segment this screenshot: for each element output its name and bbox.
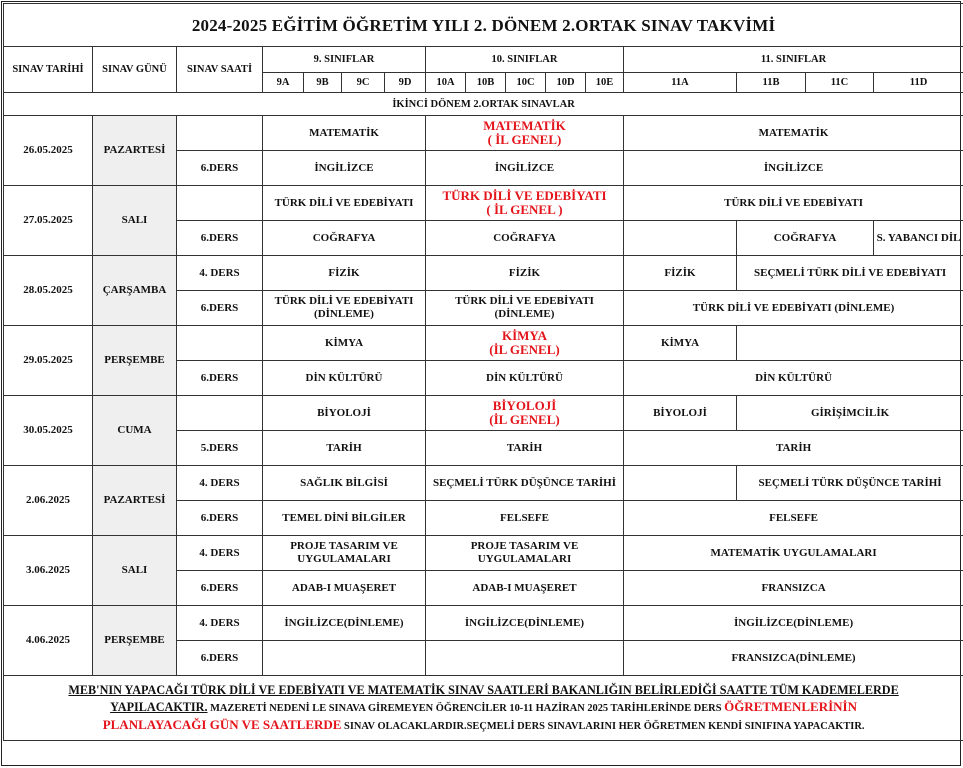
footer-line-3: SINAV OLACAKLARDIR.SEÇMELİ DERS SINAVLARINI HER ÖĞRETMEN KENDİ SINIFINA YAPACAKTIR. (341, 720, 865, 732)
grade9-exam (263, 641, 426, 676)
grade10-exam: İNGİLİZCE (426, 151, 624, 186)
exam-date: 3.06.2025 (4, 536, 93, 606)
grade9-exam: SAĞLIK BİLGİSİ (263, 466, 426, 501)
grade11e-exam: S. YABANCI DİL (874, 221, 963, 256)
exam-date: 28.05.2025 (4, 256, 93, 326)
exam-date: 4.06.2025 (4, 606, 93, 676)
exam-time (177, 186, 263, 221)
grade11-exam: FRANSIZCA(DİNLEME) (624, 641, 963, 676)
grade11-rest-exam: GİRİŞİMCİLİK (737, 396, 963, 431)
il-genel-note: (İL GENEL) (489, 342, 560, 357)
grade9-exam: TEMEL DİNİ BİLGİLER (263, 501, 426, 536)
grade11-exam: MATEMATİK (624, 116, 963, 151)
grade10-exam: SEÇMELİ TÜRK DÜŞÜNCE TARİHİ (426, 466, 624, 501)
grade10-exam (426, 116, 624, 151)
exam-time: 6.DERS (177, 221, 263, 256)
exam-time (177, 326, 263, 361)
grade10-exam (426, 326, 624, 361)
grade9-exam: İNGİLİZCE(DİNLEME) (263, 606, 426, 641)
page-title: 2024-2025 EĞİTİM ÖĞRETİM YILI 2. DÖNEM 2.ORTAK SINAV TAKVİMİ (4, 4, 963, 47)
exam-day: SALI (93, 536, 177, 606)
exam-subject: MATEMATİK (483, 118, 566, 133)
header-grade-10: 10. SINIFLAR (426, 47, 624, 73)
exam-day: ÇARŞAMBA (93, 256, 177, 326)
grade10-exam: İNGİLİZCE(DİNLEME) (426, 606, 624, 641)
exam-schedule-sheet (1, 1, 961, 766)
header-exam-time: SINAV SAATİ (177, 47, 263, 93)
footer-line-2: MAZERETİ NEDENİ LE SINAVA GİREMEYEN ÖĞRENCİLER 10-11 HAZİRAN 2025 TARİHLERİNDE DERS (207, 702, 725, 714)
class-header: 9C (342, 73, 385, 93)
grade10-exam: COĞRAFYA (426, 221, 624, 256)
exam-time: 6.DERS (177, 291, 263, 326)
grade11-empty (624, 221, 737, 256)
class-header: 10B (466, 73, 506, 93)
exam-schedule-table (3, 3, 963, 741)
exam-time: 6.DERS (177, 151, 263, 186)
grade11-exam: FRANSIZCA (624, 571, 963, 606)
footer-note (4, 676, 963, 741)
grade10-exam (426, 396, 624, 431)
class-header: 10C (506, 73, 546, 93)
grade11-cd-exam: COĞRAFYA (737, 221, 874, 256)
grade9-exam: TÜRK DİLİ VE EDEBİYATI (263, 186, 426, 221)
exam-date: 27.05.2025 (4, 186, 93, 256)
class-header: 9A (263, 73, 304, 93)
grade9-exam: MATEMATİK (263, 116, 426, 151)
grade9-exam: ADAB-I MUAŞERET (263, 571, 426, 606)
class-header: 11C (806, 73, 874, 93)
grade10-exam (426, 186, 624, 221)
exam-time: 4. DERS (177, 466, 263, 501)
grade10-exam: TÜRK DİLİ VE EDEBİYATI (DİNLEME) (426, 291, 624, 326)
grade10-exam: PROJE TASARIM VE UYGULAMALARI (426, 536, 624, 571)
grade11a-exam: KİMYA (624, 326, 737, 361)
grade11-empty (624, 466, 737, 501)
grade11-exam: TARİH (624, 431, 963, 466)
grade11-exam: TÜRK DİLİ VE EDEBİYATI (624, 186, 963, 221)
exam-subject: TÜRK DİLİ VE EDEBİYATI (442, 188, 607, 203)
exam-time: 5.DERS (177, 431, 263, 466)
class-header: 11B (737, 73, 806, 93)
grade11-exam: TÜRK DİLİ VE EDEBİYATI (DİNLEME) (624, 291, 963, 326)
class-header: 10D (546, 73, 586, 93)
grade10-exam: DİN KÜLTÜRÜ (426, 361, 624, 396)
class-header: 9D (385, 73, 426, 93)
footer-line-3-red: PLANLAYACAĞI GÜN VE SAATLERDE (102, 716, 342, 732)
class-header: 11A (624, 73, 737, 93)
grade9-exam: BİYOLOJİ (263, 396, 426, 431)
class-header: 9B (304, 73, 342, 93)
grade11-exam: MATEMATİK UYGULAMALARI (624, 536, 963, 571)
exam-day: PAZARTESİ (93, 466, 177, 536)
grade11-rest-exam: SEÇMELİ TÜRK DÜŞÜNCE TARİHİ (737, 466, 963, 501)
header-exam-date: SINAV TARİHİ (4, 47, 93, 93)
exam-time: 4. DERS (177, 606, 263, 641)
exam-time: 4. DERS (177, 256, 263, 291)
class-header: 11D (874, 73, 963, 93)
section-title: İKİNCİ DÖNEM 2.ORTAK SINAVLAR (4, 93, 963, 116)
grade9-exam: PROJE TASARIM VE UYGULAMALARI (263, 536, 426, 571)
grade10-exam: FELSEFE (426, 501, 624, 536)
class-header: 10A (426, 73, 466, 93)
class-header: 10E (586, 73, 624, 93)
exam-time: 6.DERS (177, 641, 263, 676)
exam-date: 2.06.2025 (4, 466, 93, 536)
grade11-exam: İNGİLİZCE (624, 151, 963, 186)
il-genel-note: (İL GENEL) (489, 412, 560, 427)
grade10-exam: ADAB-I MUAŞERET (426, 571, 624, 606)
exam-time: 6.DERS (177, 501, 263, 536)
footer-line-2-red: ÖĞRETMENLERİNİN (724, 698, 857, 714)
il-genel-note: ( İL GENEL ) (486, 202, 563, 217)
grade11-exam: DİN KÜLTÜRÜ (624, 361, 963, 396)
il-genel-note: ( İL GENEL) (487, 132, 562, 147)
exam-day: PERŞEMBE (93, 326, 177, 396)
grade11a-exam: FİZİK (624, 256, 737, 291)
exam-time (177, 116, 263, 151)
grade11-exam: İNGİLİZCE(DİNLEME) (624, 606, 963, 641)
grade11-exam: FELSEFE (624, 501, 963, 536)
grade9-exam: KİMYA (263, 326, 426, 361)
exam-time: 4. DERS (177, 536, 263, 571)
grade9-exam: COĞRAFYA (263, 221, 426, 256)
grade9-exam: DİN KÜLTÜRÜ (263, 361, 426, 396)
exam-date: 29.05.2025 (4, 326, 93, 396)
grade11-empty (737, 326, 963, 361)
grade10-exam (426, 641, 624, 676)
grade9-exam: TÜRK DİLİ VE EDEBİYATI (DİNLEME) (263, 291, 426, 326)
exam-time: 6.DERS (177, 571, 263, 606)
grade10-exam: TARİH (426, 431, 624, 466)
footer-line-1: MEB'NIN YAPACAĞI TÜRK DİLİ VE EDEBİYATI VE MATEMATİK SINAV SAATLERİ BAKANLIĞIN BELİRLEDİĞİ SAATTE TÜM KADEMELERDE (68, 682, 899, 697)
header-grade-9: 9. SINIFLAR (263, 47, 426, 73)
header-grade-11: 11. SINIFLAR (624, 47, 963, 73)
exam-date: 26.05.2025 (4, 116, 93, 186)
exam-day: SALI (93, 186, 177, 256)
header-exam-day: SINAV GÜNÜ (93, 47, 177, 93)
exam-subject: KİMYA (501, 328, 548, 343)
grade10-exam: FİZİK (426, 256, 624, 291)
grade11a-exam: BİYOLOJİ (624, 396, 737, 431)
exam-time (177, 396, 263, 431)
grade11-rest-exam: SEÇMELİ TÜRK DİLİ VE EDEBİYATI (737, 256, 963, 291)
exam-date: 30.05.2025 (4, 396, 93, 466)
exam-time: 6.DERS (177, 361, 263, 396)
footer-line-2-underlined: YAPILACAKTIR. (110, 699, 208, 714)
exam-day: PAZARTESİ (93, 116, 177, 186)
grade9-exam: FİZİK (263, 256, 426, 291)
exam-subject: BİYOLOJİ (492, 398, 557, 413)
exam-day: CUMA (93, 396, 177, 466)
grade9-exam: İNGİLİZCE (263, 151, 426, 186)
exam-day: PERŞEMBE (93, 606, 177, 676)
grade9-exam: TARİH (263, 431, 426, 466)
